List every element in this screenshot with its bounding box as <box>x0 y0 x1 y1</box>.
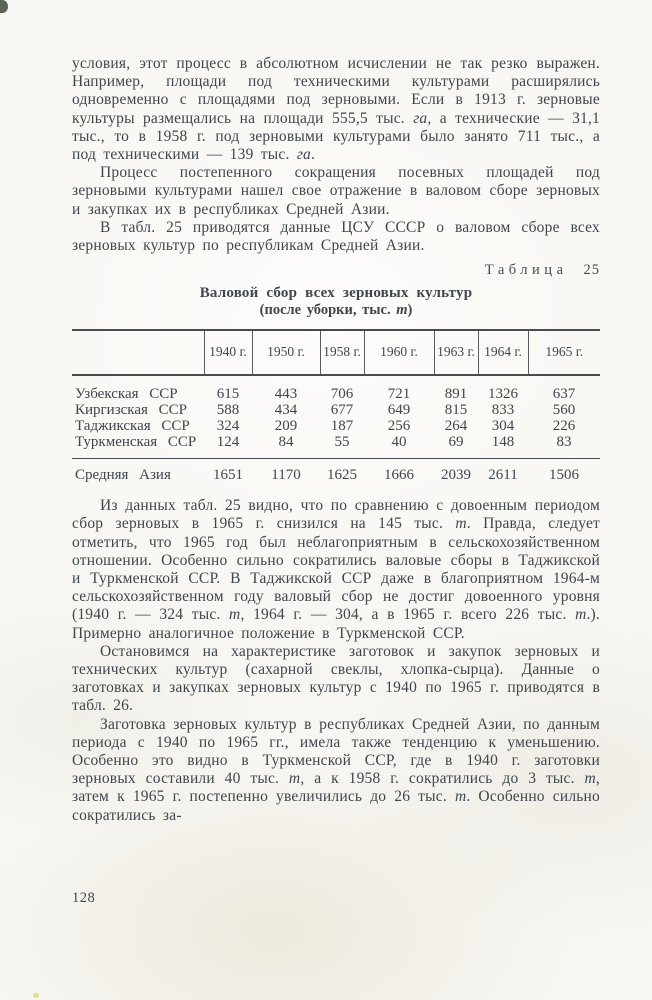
value-cell: 209 <box>274 418 298 435</box>
text-run: Остановимся на характеристике заготовок и закупок зерновых и технических культур (сахарной свеклы, хлопка-сырца). Данные о заготовках и закупках зерновых культур с 1940 по 1965 г. приводятся в табл. 26. <box>72 642 600 715</box>
value-cell: 226 <box>552 418 576 435</box>
text-run: Заготовка зерновых культур в республиках Средней Азии, по данным периода с 1940 по 1965 гг., имела также тенденцию к уменьшению. Особенно это видно в Туркменской ССР, где в 1940 г. заготовки зерновых составили 40 тыс. <box>72 715 600 788</box>
text-run: . Особенно сильно сократились за- <box>72 788 600 824</box>
value-cell: 434 <box>274 402 298 419</box>
text-run: В табл. 25 приводятся данные ЦСУ СССР о валовом сборе всех зерновых культур по республикам Средней Азии. <box>72 218 600 255</box>
text-run: , а к 1958 г. сократились до 3 тыс. <box>300 770 585 788</box>
value-cell: 1651 <box>204 459 252 491</box>
value-cell: 2039 <box>434 459 478 491</box>
table-caption-label: Таблица <box>484 262 568 279</box>
paragraph <box>72 497 600 643</box>
value-cell: 891 <box>444 386 468 403</box>
year-column-header: 1964 г. <box>478 330 528 375</box>
harvest-table-body <box>72 375 600 490</box>
text-run: т <box>288 770 301 788</box>
value-cell: 1170 <box>252 459 320 491</box>
row-label: Киргизская ССР <box>75 402 188 419</box>
text-run: условия, этот процесс в абсолютном исчислении не так резко выражен. Например, площади под техническими культурами расширялись одновременно с площадями под зерновыми. Если в 1913 г. зерновые культуры размещались на площади 555,5 тыс. <box>72 55 600 127</box>
table-title: Валовой сбор всех зерновых культур <box>199 285 473 302</box>
text-run: ) <box>407 302 413 319</box>
text-run: (после уборки, тыс. <box>259 302 397 319</box>
table-row <box>72 434 600 459</box>
value-cell: 649 <box>387 402 411 419</box>
paragraph <box>72 219 600 255</box>
table-subtitle <box>72 302 600 319</box>
value-cell: 1506 <box>528 459 600 491</box>
value-cell: 304 <box>491 418 515 435</box>
value-cell: 1666 <box>364 459 434 491</box>
value-cell: 84 <box>278 434 294 451</box>
table-caption-number: 25 <box>583 262 600 279</box>
value-cell: 40 <box>391 434 407 451</box>
row-label: Средняя Азия <box>72 459 204 491</box>
value-cell: 69 <box>448 434 464 451</box>
value-cell: 815 <box>444 402 468 419</box>
year-column-header: 1960 г. <box>364 330 434 375</box>
year-column-header: 1958 г. <box>320 330 364 375</box>
page-content <box>72 55 600 825</box>
year-column-header: 1950 г. <box>252 330 320 375</box>
paragraph <box>72 716 600 825</box>
text-run: .). Примерно аналогичное положение в Туркменской ССР. <box>72 606 600 642</box>
text-run: Из данных табл. 25 видно, что по сравнению с довоенным периодом сбор зерновых в 1965 г. снизился на 145 тыс. <box>72 497 600 533</box>
table-caption <box>72 262 600 279</box>
text-run: га <box>413 109 428 127</box>
value-cell: 677 <box>330 402 354 419</box>
table-row <box>72 402 600 418</box>
row-label: Туркменская ССР <box>75 434 197 451</box>
text-run: , 1964 г. — 304, а в 1965 г. всего 226 тыс. <box>240 606 576 624</box>
text-run: т <box>229 606 241 624</box>
paragraph-continuation <box>72 55 600 164</box>
table-row <box>72 418 600 434</box>
year-column-header: 1963 г. <box>434 330 478 375</box>
value-cell: 324 <box>216 418 240 435</box>
value-cell: 721 <box>387 386 411 403</box>
scan-speck-icon <box>0 0 8 13</box>
value-cell: 637 <box>552 386 576 403</box>
value-cell: 615 <box>216 386 240 403</box>
value-cell: 2611 <box>478 459 528 491</box>
text-run: т <box>396 302 408 319</box>
value-cell: 1625 <box>320 459 364 491</box>
row-label: Таджикская ССР <box>75 418 190 435</box>
text-run: . <box>311 146 316 164</box>
value-cell: 55 <box>334 434 350 451</box>
text-run: т <box>584 770 596 788</box>
value-cell: 588 <box>216 402 240 419</box>
value-cell: 148 <box>491 434 515 451</box>
paragraph <box>72 643 600 716</box>
row-label-header-empty <box>72 330 204 375</box>
text-run: . Правда, следует отметить, что 1965 год был неблагоприятным в сельскохозяйственном отношении. Особенно сильно сократились валовые сборы в Таджикской и Туркменской ССР. В Таджикской ССР даже в благоприятном 1964-м сельскохозяйственном году валовый сбор не достиг довоенного уровня (1940 г. — 324 тыс. <box>72 515 600 624</box>
text-run: т <box>455 515 467 533</box>
value-cell: 264 <box>444 418 468 435</box>
text-run: , затем к 1965 г. постепенно увеличились до 26 тыс. <box>72 770 600 806</box>
text-run: , а технические — 31,1 тыс., то в 1958 г. под зерновыми культурами было занято 711 тыс., а под техническими — 139 тыс. <box>72 109 600 164</box>
value-cell: 443 <box>274 386 298 403</box>
page-number: 128 <box>72 890 96 906</box>
year-column-header: 1940 г. <box>204 330 252 375</box>
value-cell: 83 <box>556 434 572 451</box>
text-run: Процесс постепенного сокращения посевных площадей под зерновыми культурами нашел свое отражение в валовом сборе зерновых и закупках их в республиках Средней Азии. <box>72 164 600 218</box>
text-run: т <box>454 788 467 806</box>
value-cell: 187 <box>330 418 354 435</box>
scan-speck-icon <box>33 993 39 998</box>
harvest-table <box>72 329 600 490</box>
value-cell: 706 <box>330 386 354 403</box>
value-cell: 1326 <box>488 386 518 403</box>
value-cell: 560 <box>552 402 576 419</box>
text-run: т <box>575 606 587 624</box>
harvest-table-header-row <box>72 330 600 375</box>
value-cell: 124 <box>216 434 240 451</box>
table-row <box>72 375 600 402</box>
row-label: Узбекская ССР <box>75 386 178 403</box>
text-run: га <box>296 146 312 164</box>
paragraph <box>72 164 600 219</box>
value-cell: 256 <box>387 418 411 435</box>
table-total-row <box>72 459 600 491</box>
year-column-header: 1965 г. <box>528 330 600 375</box>
value-cell: 833 <box>491 402 515 419</box>
